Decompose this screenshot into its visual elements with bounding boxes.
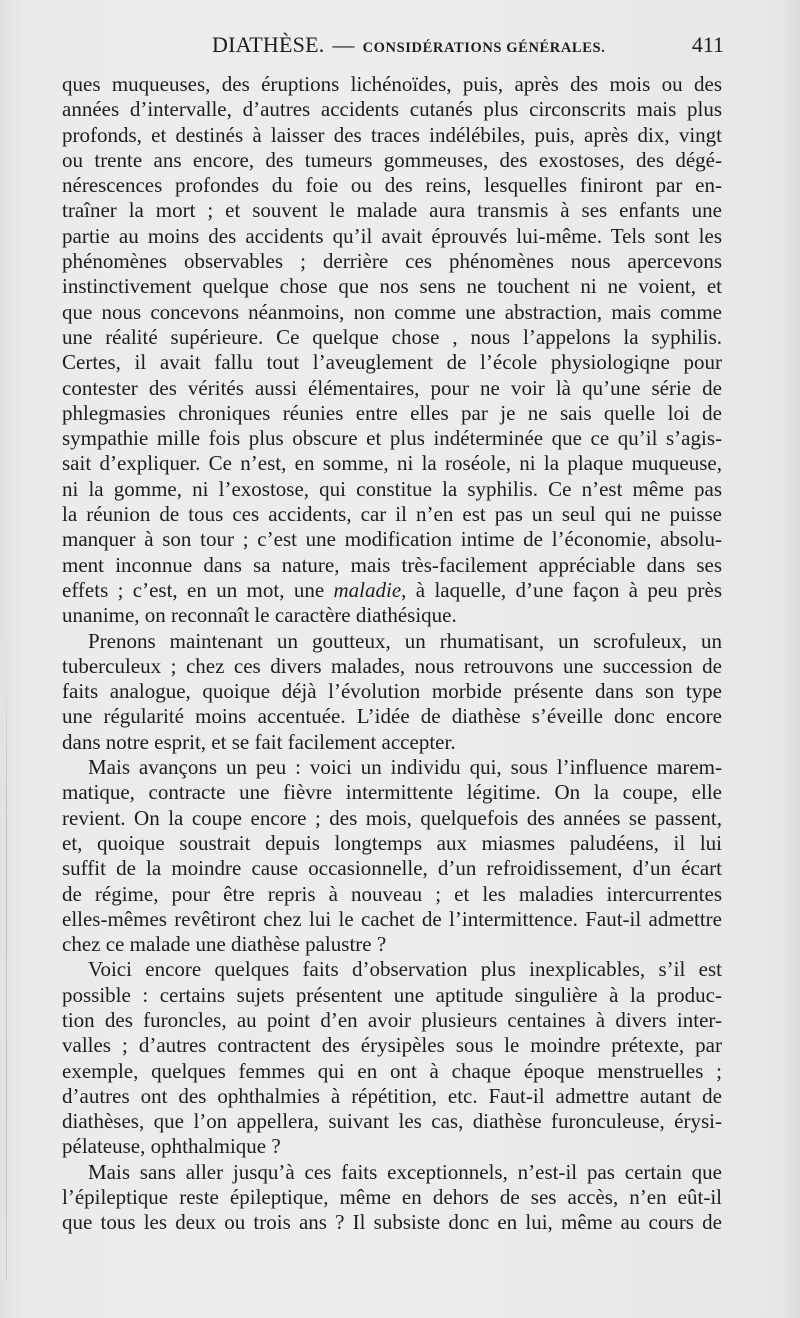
text-line: matique, contracte une fièvre intermittente légitime. On la coupe, elle xyxy=(62,780,722,805)
text-line: revient. On la coupe encore ; des mois, quelquefois des années se passent, xyxy=(62,805,722,830)
title-main: DIATHÈSE. xyxy=(212,32,325,57)
paragraph xyxy=(62,72,722,629)
text-line: profonds, et destinés à laisser des traces indélébiles, puis, après dix, vingt xyxy=(62,122,722,147)
text-line: ou trente ans encore, des tumeurs gommeuses, des exostoses, des dégé- xyxy=(62,147,722,172)
text-line: années d’intervalle, d’autres accidents cutanés plus circonscrits mais plus xyxy=(62,97,722,122)
text-line: d’autres ont des ophthalmies à répétition, etc. Faut-il admettre autant de xyxy=(62,1083,722,1108)
text-line: Mais avançons un peu : voici un individu qui, sous l’influence marem- xyxy=(88,755,722,780)
text-line: la réunion de tous ces accidents, car il n’en est pas un seul qui ne puisse xyxy=(62,502,722,527)
margin-fold-line xyxy=(6,640,7,1280)
text-line: une réalité supérieure. Ce quelque chose , nous l’appelons la syphilis. xyxy=(62,324,722,349)
text-line-last: pélateuse, ophthalmique ? xyxy=(62,1134,281,1159)
text-line: Prenons maintenant un goutteux, un rhumatisant, un scrofuleux, un xyxy=(88,628,722,653)
text-line: une régularité moins accentuée. L’idée de diathèse s’éveille donc encore xyxy=(62,704,722,729)
text-line: manquer à son tour ; c’est une modification intime de l’économie, absolu- xyxy=(62,527,722,552)
text-line-italic-mixed xyxy=(62,578,722,603)
text-line-last: chez ce malade une diathèse palustre ? xyxy=(62,932,387,957)
text-line: Mais sans aller jusqu’à ces faits exceptionnels, n’est-il pas certain que xyxy=(88,1159,722,1184)
text-line: et, quoique soustrait depuis longtemps aux miasmes paludéens, il lui xyxy=(62,830,722,855)
text-line: faits analogue, quoique déjà l’évolution morbide présente dans son type xyxy=(62,679,722,704)
text-line: sympathie mille fois plus obscure et plus indéterminée que ce qu’il s’agis- xyxy=(62,426,722,451)
text-line: suffit de la moindre cause occasionnelle, d’un refroidissement, d’un écart xyxy=(62,856,722,881)
text-line: que tous les deux ou trois ans ? Il subsiste donc en lui, même au cours de xyxy=(62,1210,722,1235)
text-line: tion des furoncles, au point d’en avoir plusieurs centaines à divers inter- xyxy=(62,1007,722,1032)
paragraph xyxy=(62,755,722,957)
text-line: elles-mêmes revêtiront chez lui le cachet de l’intermittence. Faut-il admettre xyxy=(62,906,722,931)
text-line: Certes, il avait fallu tout l’aveuglement de l’école physiologiqne pour xyxy=(62,350,722,375)
text-line: exemple, quelques femmes qui en ont à chaque époque menstruelles ; xyxy=(62,1058,722,1083)
text-segment: effets ; c’est, en un mot, une xyxy=(62,577,334,602)
text-line: contester des vérités aussi élémentaires, pour ne voir là qu’une série de xyxy=(62,375,722,400)
running-header xyxy=(62,32,722,66)
text-line: nérescences profondes du foie ou des reins, lesquelles finiront par en- xyxy=(62,173,722,198)
text-line: que nous concevons néanmoins, non comme une abstraction, mais comme xyxy=(62,299,722,324)
paragraph xyxy=(62,957,722,1159)
text-line: possible : certains sujets présentent une aptitude singulière à la produc- xyxy=(62,982,722,1007)
text-line: diathèses, que l’on appellera, suivant les cas, diathèse furonculeuse, érysi- xyxy=(62,1109,722,1134)
text-line: de régime, pour être repris à nouveau ; et les maladies intercurrentes xyxy=(62,881,722,906)
text-line: phénomènes observables ; derrière ces phénomènes nous apercevons xyxy=(62,249,722,274)
text-line: sait d’expliquer. Ce n’est, en somme, ni la roséole, ni la plaque muqueuse, xyxy=(62,451,722,476)
paragraph xyxy=(62,1160,722,1236)
text-line: traîner la mort ; et souvent le malade aura transmis à ses enfants une xyxy=(62,198,722,223)
text-line-last: dans notre esprit, et se fait facilement accepter. xyxy=(62,729,456,754)
text-line: Voici encore quelques faits d’observation plus inexplicables, s’il est xyxy=(88,957,722,982)
body-text xyxy=(62,72,722,1236)
text-line-last: unanime, on reconnaît le caractère diathésique. xyxy=(62,603,457,628)
text-line: partie au moins des accidents qu’il avait éprouvés lui-même. Tels sont les xyxy=(62,223,722,248)
italic-term: maladie xyxy=(333,577,402,602)
text-line: ment inconnue dans sa nature, mais très-facilement appréciable dans ses xyxy=(62,552,722,577)
text-line: ni la gomme, ni l’exostose, qui constitue la syphilis. Ce n’est même pas xyxy=(62,476,722,501)
text-line: ques muqueuses, des éruptions lichénoïdes, puis, après des mois ou des xyxy=(62,72,722,96)
paragraph xyxy=(62,629,722,755)
text-line: valles ; d’autres contractent des érysipèles sous le moindre prétexte, par xyxy=(62,1033,722,1058)
page-number: 411 xyxy=(691,32,724,57)
text-line: tuberculeux ; chez ces divers malades, nous retrouvons une succession de xyxy=(62,653,722,678)
text-line: l’épileptique reste épileptique, même en dehors de ses accès, n’en eût-il xyxy=(62,1185,722,1210)
text-line: phlegmasies chroniques réunies entre elles par je ne sais quelle loi de xyxy=(62,400,722,425)
text-segment: , à laquelle, d’une façon à peu près xyxy=(401,577,722,602)
text-line: instinctivement quelque chose que nos sens ne touchent ni ne voient, et xyxy=(62,274,722,299)
title-sub: CONSIDÉRATIONS GÉNÉRALES. xyxy=(362,40,606,56)
title-dash: — xyxy=(332,32,355,57)
running-title xyxy=(212,32,605,58)
